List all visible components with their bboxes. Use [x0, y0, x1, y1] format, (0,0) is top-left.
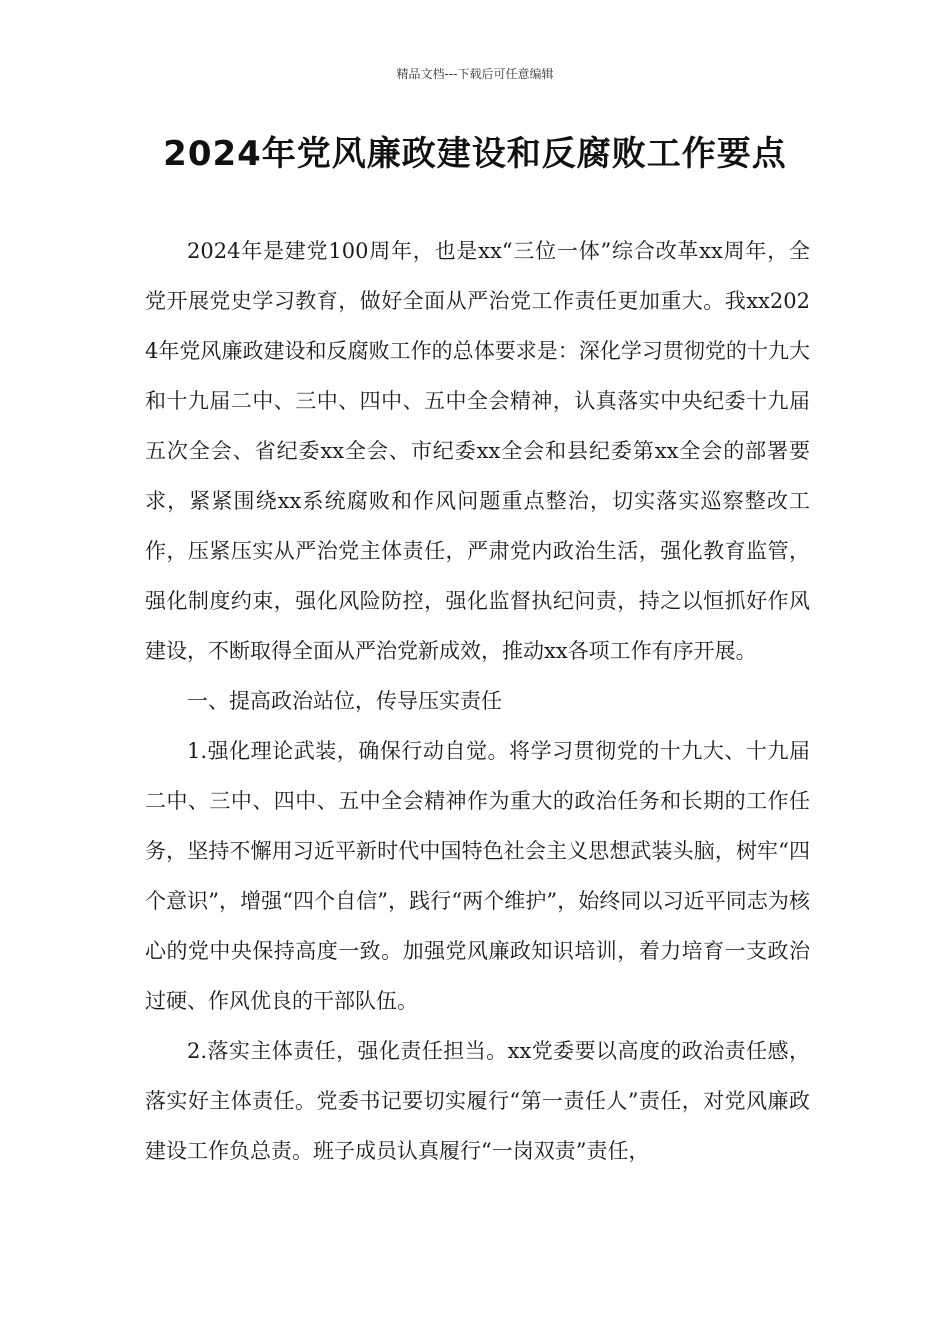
item-paragraph-1: 1.强化理论武装，确保行动自觉。将学习贯彻党的十九大、十九届二中、三中、四中、五中全会精神作为重大的政治任务和长期的工作任务，坚持不懈用习近平新时代中国特色社会主义思想武装头脑，树牢“四个意识”，增强“四个自信”，践行“两个维护”，始终同以习近平同志为核心的党中央保持高度一致。加强党风廉政知识培训，着力培育一支政治过硬、作风优良的干部队伍。 [145, 739, 810, 1013]
document-body [145, 226, 810, 1176]
document-title: 2024年党风廉政建设和反腐败工作要点 [163, 134, 787, 174]
intro-paragraph: 2024年是建党100周年，也是xx“三位一体”综合改革xx周年，全党开展党史学习教育，做好全面从严治党工作责任更加重大。我xx2024年党风廉政建设和反腐败工作的总体要求是：深化学习贯彻党的十九大和十九届二中、三中、四中、五中全会精神，认真落实中央纪委十九届五次全会、省纪委xx全会、市纪委xx全会和县纪委第xx全会的部署要求，紧紧围绕xx系统腐败和作风问题重点整治，切实落实巡察整改工作，压紧压实从严治党主体责任，严肃党内政治生活，强化教育监管，强化制度约束，强化风险防控，强化监督执纪问责，持之以恒抓好作风建设，不断取得全面从严治党新成效，推动xx各项工作有序开展。 [145, 239, 810, 663]
section-heading-1: 一、提高政治站位，传导压实责任 [187, 689, 502, 713]
item-paragraph-2: 2.落实主体责任，强化责任担当。xx党委要以高度的政治责任感，落实好主体责任。党委书记要切实履行“第一责任人”责任，对党风廉政建设工作负总责。班子成员认真履行“一岗双责”责任， [145, 1039, 810, 1163]
header-note: 精品文档---下载后可任意编辑 [396, 67, 554, 81]
